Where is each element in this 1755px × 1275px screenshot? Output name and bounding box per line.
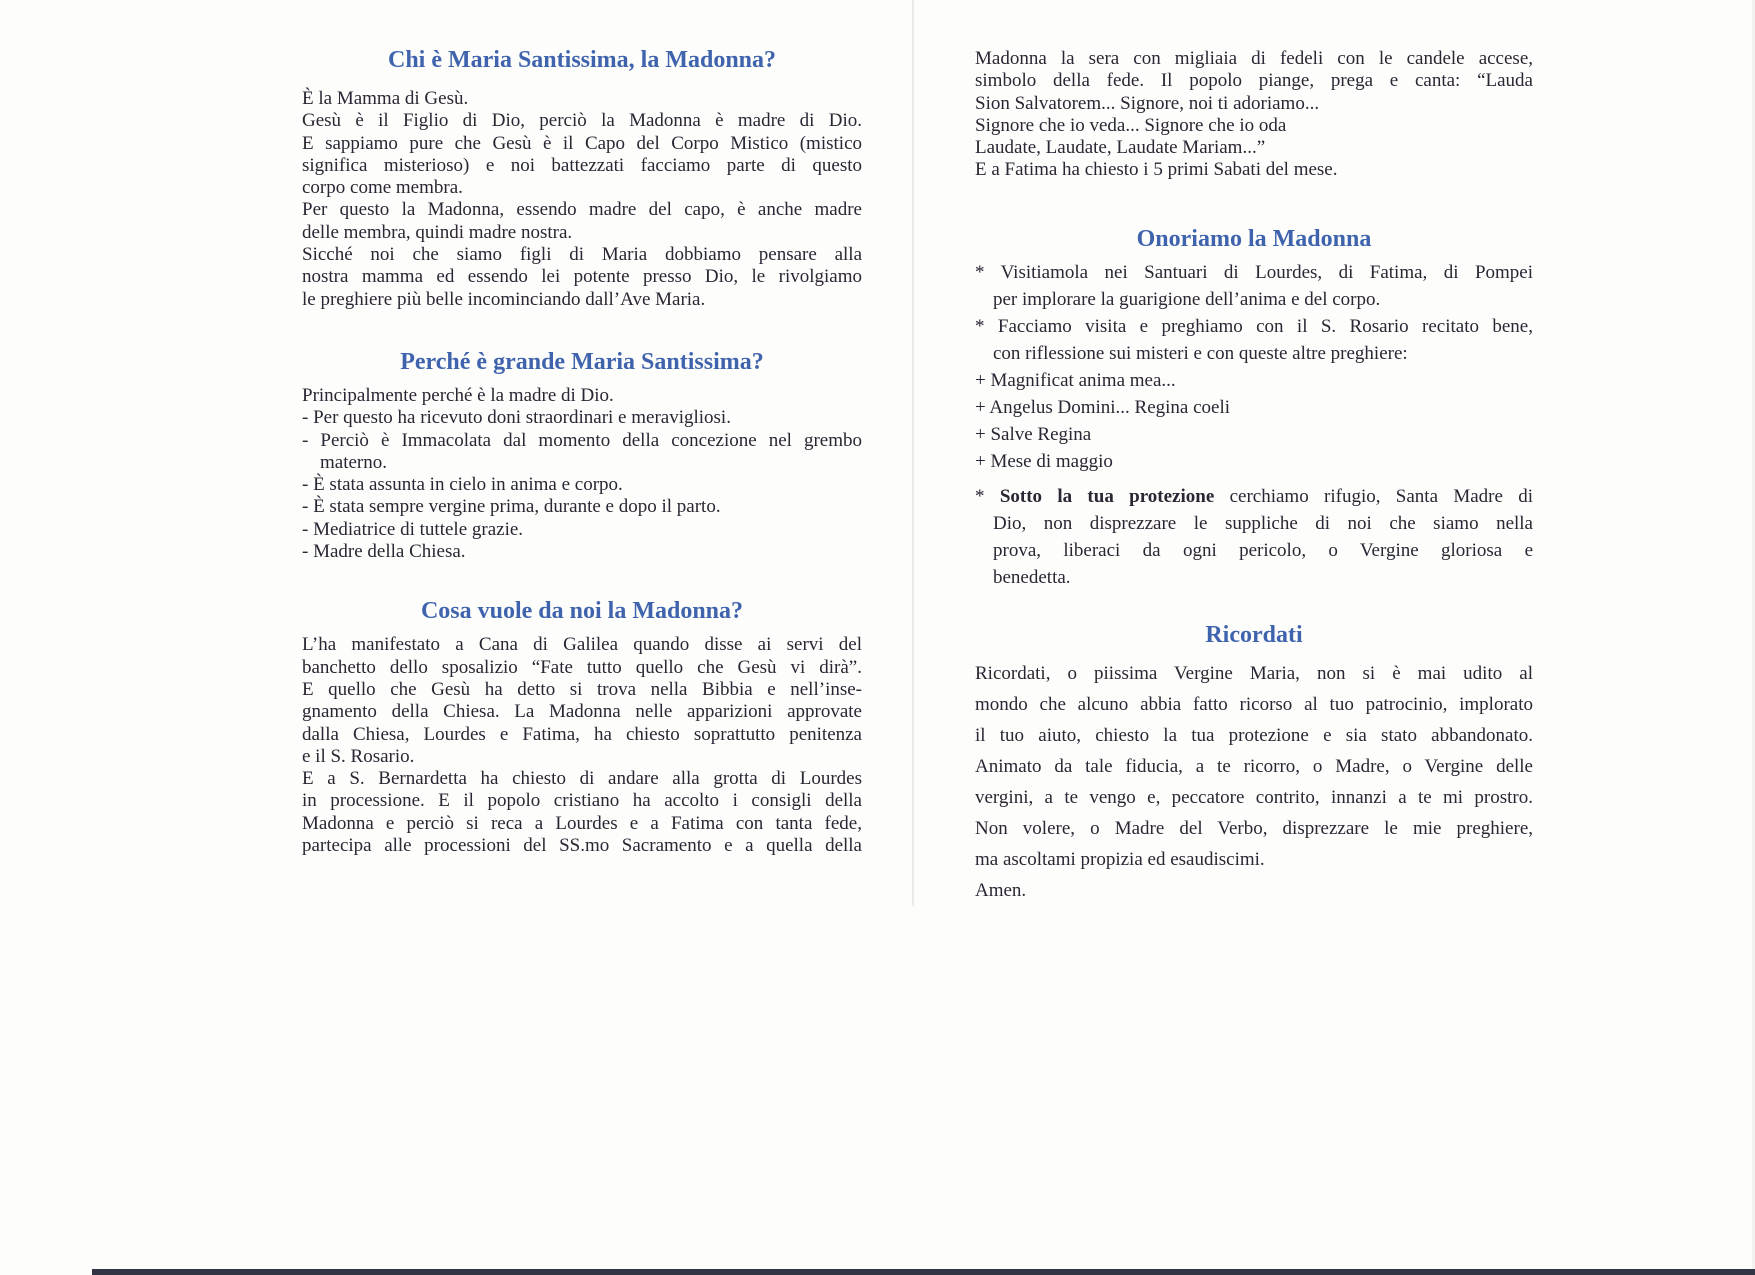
heading-cosa: Cosa vuole da noi la Madonna?: [420, 598, 744, 625]
text-line: mondo che alcuno abbia fatto ricorso al tuo patrocinio, implorato: [975, 693, 1533, 715]
text-line: Sicché noi che siamo figli di Maria dobbiamo pensare alla: [302, 244, 862, 266]
text-line: - Perciò è Immacolata dal momento della concezione nel grembo: [302, 429, 862, 451]
text-line: dalla Chiesa, Lourdes e Fatima, ha chiesto soprattutto penitenza: [302, 723, 862, 745]
text-line: Principalmente perché è la madre di Dio.: [302, 384, 614, 406]
text-line: - È stata assunta in cielo in anima e corpo.: [302, 474, 623, 496]
text-line: - Mediatrice di tuttele grazie.: [302, 518, 524, 540]
para-onoriamo-list: [975, 259, 1533, 475]
text-line: Gesù è il Figlio di Dio, perciò la Madonna è madre di Dio.: [302, 110, 862, 132]
bold-text: Sotto la tua protezione: [999, 485, 1215, 507]
para-ricordati: [975, 658, 1533, 906]
text-line: nostra mamma ed essendo lei potente presso Dio, le rivolgiamo: [302, 266, 862, 288]
text-line: banchetto dello sposalizio “Fate tutto quello che Gesù vi dirà”.: [302, 656, 862, 678]
text-line: * Visitiamola nei Santuari di Lourdes, di Fatima, di Pompei: [975, 261, 1533, 283]
text-line: partecipa alle processioni del SS.mo Sacramento e a quella della: [302, 835, 862, 857]
text-line: il tuo aiuto, chiesto la tua protezione e sia stato abbandonato.: [975, 724, 1533, 746]
heading-chi: Chi è Maria Santissima, la Madonna?: [387, 47, 777, 73]
text-line: con riflessione sui misteri e con queste altre preghiere:: [993, 342, 1408, 364]
text-line: E sappiamo pure che Gesù è il Capo del Corpo Mistico (mistico: [302, 132, 862, 154]
text-line: + Angelus Domini... Regina coeli: [975, 396, 1231, 418]
text-line: E a S. Bernardetta ha chiesto di andare alla grotta di Lourdes: [302, 768, 862, 790]
text-line: - Per questo ha ricevuto doni straordinari e meravigliosi.: [302, 407, 731, 429]
text-line: Madonna e perciò si reca a Lourdes e a Fatima con tanta fede,: [302, 812, 862, 834]
text-line: * Facciamo visita e preghiamo con il S. Rosario recitato bene,: [975, 315, 1533, 337]
text-line: delle membra, quindi madre nostra.: [302, 221, 573, 243]
heading-perche: Perché è grande Maria Santissima?: [400, 348, 764, 375]
heading-onoriamo: Onoriamo la Madonna: [1136, 225, 1372, 252]
text-line: per implorare la guarigione dell’anima e del corpo.: [993, 288, 1381, 310]
text-line: benedetta.: [993, 566, 1071, 588]
text-line: + Salve Regina: [975, 423, 1092, 445]
para-chi-body: [302, 88, 862, 311]
scan-bottom-edge-artifact: [92, 1269, 1755, 1275]
text-line: Non volere, o Madre del Verbo, disprezzare le mie preghiere,: [975, 817, 1533, 839]
text-line: prova, liberaci da ogni pericolo, o Vergine gloriosa e: [993, 539, 1533, 561]
text-line: ma ascoltami propizia ed esaudiscimi.: [975, 848, 1265, 870]
text-line: Madonna la sera con migliaia di fedeli con le candele accese,: [975, 48, 1533, 69]
text-line: Per questo la Madonna, essendo madre del capo, è anche madre: [302, 199, 862, 221]
text-line: e il S. Rosario.: [302, 745, 415, 767]
text-line: corpo come membra.: [302, 177, 463, 199]
text-line: È la Mamma di Gesù.: [302, 88, 469, 109]
text-line: Dio, non disprezzare le suppliche di noi che siamo nella: [993, 512, 1533, 534]
text-line: Sion Salvatorem... Signore, noi ti adoriamo...: [975, 92, 1320, 114]
para-cosa-body: [302, 634, 862, 857]
text-line: - È stata sempre vergine prima, durante e dopo il parto.: [302, 496, 721, 518]
text-line: + Magnificat anima mea...: [975, 369, 1176, 391]
para-intro-continuation: [975, 48, 1533, 182]
text-line: L’ha manifestato a Cana di Galilea quando disse ai servi del: [302, 634, 862, 656]
para-perche-body: [302, 385, 862, 563]
text-line: Signore che io veda... Signore che io oda: [975, 114, 1287, 136]
text-line: in processione. E il popolo cristiano ha accolto i consigli della: [302, 790, 862, 812]
text-line: Animato da tale fiducia, a te ricorro, o Madre, o Vergine delle: [975, 755, 1533, 777]
text-line: gnamento della Chiesa. La Madonna nelle apparizioni approvate: [302, 701, 862, 723]
text-line: significa misterioso) e noi battezzati facciamo parte di questo: [302, 154, 862, 176]
page-fold-divider: [912, 0, 914, 906]
para-sotto: [975, 483, 1533, 591]
left-page-column: [302, 45, 862, 857]
text-line: materno.: [320, 451, 388, 473]
text-line: Laudate, Laudate, Laudate Mariam...”: [975, 137, 1266, 159]
text-line: simbolo della fede. Il popolo piange, prega e canta: “Lauda: [975, 70, 1533, 92]
text-line: Amen.: [975, 879, 1027, 901]
text-line: Ricordati, o piissima Vergine Maria, non si è mai udito al: [975, 662, 1533, 684]
text-line: E a Fatima ha chiesto i 5 primi Sabati del mese.: [975, 159, 1338, 181]
right-page-column: [975, 48, 1533, 906]
text-line: E quello che Gesù ha detto si trova nella Bibbia e nell’inse-: [302, 678, 862, 700]
text-line: vergini, a te vengo e, peccatore contrito, innanzi a te mi prostro.: [975, 786, 1533, 808]
text-line: + Mese di maggio: [975, 450, 1113, 472]
text-line: * Sotto la tua protezione cerchiamo rifugio, Santa Madre di: [975, 485, 1533, 507]
heading-ricordati: Ricordati: [1205, 621, 1303, 648]
text-line: le preghiere più belle incominciando dall’Ave Maria.: [302, 288, 706, 310]
text-line: - Madre della Chiesa.: [302, 541, 466, 563]
